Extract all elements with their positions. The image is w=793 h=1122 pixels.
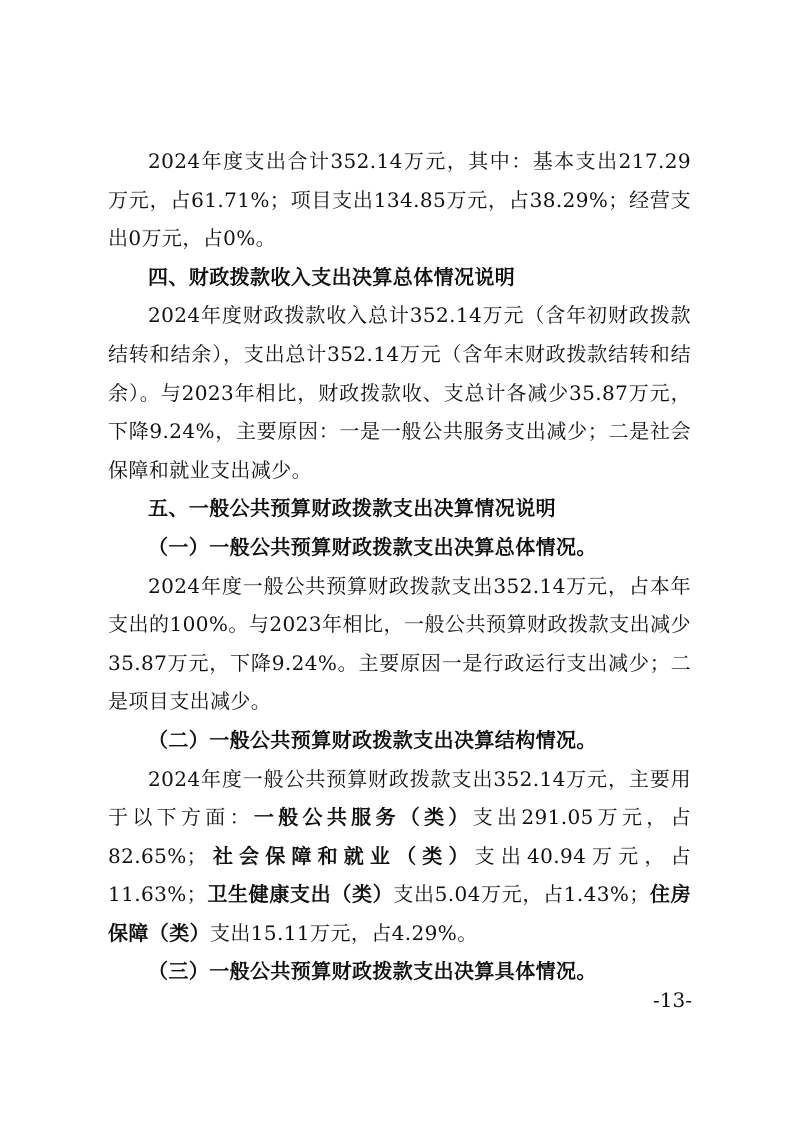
category-3-detail: 支出5.04万元，占1.43%；	[393, 882, 650, 907]
category-general-public-services: 一般公共服务（类）	[253, 805, 473, 830]
category-2-detail: 支出40.94万元，占11.63%；	[108, 843, 691, 907]
category-housing: 住房保障（类）	[108, 882, 691, 945]
paragraph-fiscal-summary: 2024年度财政拨款收入总计352.14万元（含年初财政拨款结转和结余），支出总计352.14万元（含年末财政拨款结转和结余）。与2023年相比，财政拨款收、支总计各减少35.87万元，下降9.24%，主要原因：一是一般公共服务支出减少；二是社会保障和就业支出减少。	[108, 303, 691, 482]
paragraph-general-budget-total: 2024年度一般公共预算财政拨款支出352.14万元，占本年支出的100%。与2023年相比，一般公共预算财政拨款支出减少35.87万元，下降9.24%。主要原因一是行政运行支出减少；二是项目支出减少。	[108, 573, 691, 714]
paragraph-expenditure-structure	[108, 760, 691, 953]
heading-section-4: 四、财政拨款收入支出决算总体情况说明	[148, 264, 516, 289]
category-1-detail: 支出291.05万元，占82.65%；	[108, 805, 692, 868]
category-health: 卫生健康支出（类）	[207, 882, 394, 907]
page-number: -13-	[653, 988, 692, 1012]
document-body	[108, 142, 691, 991]
heading-section-5: 五、一般公共预算财政拨款支出决算情况说明	[148, 496, 556, 521]
category-4-detail: 支出15.11万元，占4.29%。	[210, 920, 478, 945]
structure-intro: 2024年度一般公共预算财政拨款支出352.14万元，主要用于以下方面：	[108, 766, 691, 830]
subheading-5-1: （一）一般公共预算财政拨款支出决算总体情况。	[148, 534, 597, 559]
subheading-5-2: （二）一般公共预算财政拨款支出决算结构情况。	[148, 727, 597, 752]
paragraph-expenditure-total: 2024年度支出合计352.14万元，其中：基本支出217.29万元，占61.71%；项目支出134.85万元，占38.29%；经营支出0万元，占0%。	[108, 149, 691, 251]
subheading-5-3: （三）一般公共预算财政拨款支出决算具体情况。	[148, 959, 597, 984]
category-social-security: 社会保障和就业（类）	[207, 843, 475, 868]
